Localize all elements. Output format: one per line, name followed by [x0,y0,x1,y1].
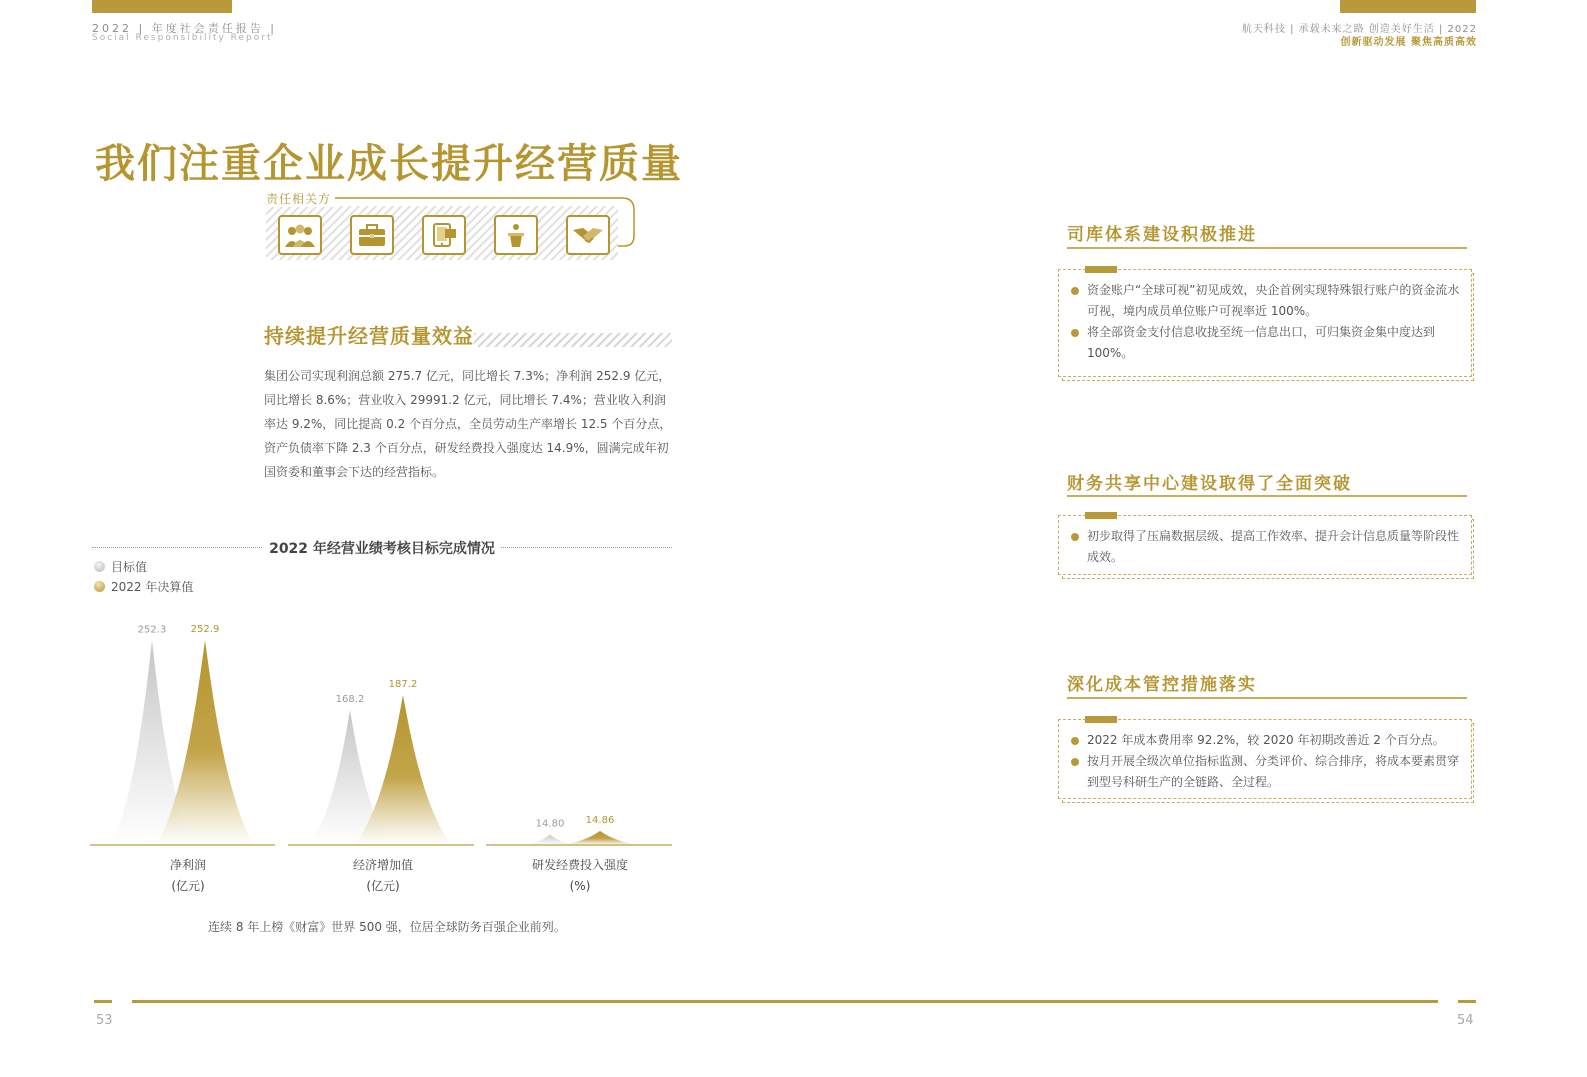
right-box-2 [1058,515,1472,575]
target-value-label: 252.3 [137,624,167,636]
right-box-1 [1058,269,1472,377]
actual-peak [355,695,451,845]
category-name: 经济增加值 [352,858,413,872]
category-name: 净利润 [169,858,206,872]
category-label-eva [289,855,477,897]
category-unit: (亿元) [171,879,205,893]
briefcase-icon [350,215,394,255]
right-box-tab [1085,716,1117,723]
stakeholder-label: 责任相关方 [266,190,335,207]
right-section-underline-1 [1067,247,1467,249]
legend-actual [94,578,193,595]
footer-rule-left-tick [94,1000,112,1003]
tablet-icon [422,215,466,255]
header-bar-right [1340,0,1476,13]
category-unit: (亿元) [366,879,400,893]
actual-peak [562,831,638,845]
legend-target [94,558,147,575]
right-section-title-3: 深化成本管控措施落实 [1067,675,1257,695]
right-section-title-2: 财务共享中心建设取得了全面突破 [1067,474,1352,494]
right-section-underline-2 [1067,495,1467,497]
actual-value-label: 187.2 [388,679,418,690]
handshake-icon [566,215,610,255]
section-title: 持续提升经营质量效益 [264,324,474,348]
list-item: 初步取得了压扁数据层级、提高工作效率、提升会计信息质量等阶段性成效。 [1069,526,1469,568]
podium-icon [494,215,538,255]
right-section-underline-3 [1067,697,1467,699]
legend-target-label: 目标值 [111,560,148,574]
header-bar-left [92,0,232,13]
actual-value-label: 252.9 [190,624,220,635]
list-item: 按月开展全级次单位指标监测、分类评价、综合排序，将成本要素贯穿到型号科研生产的全链路、全过程。 [1069,751,1469,793]
right-box-3 [1058,719,1472,799]
list-item: 2022 年成本费用率 92.2%，较 2020 年初期改善近 2 个百分点。 [1069,730,1469,751]
footer-rule [132,1000,1438,1003]
page-title: 我们注重企业成长提升经营质量 [95,141,683,187]
right-box-tab [1085,512,1117,519]
company-slogan: 航天科技 | 承载未来之路 创造美好生活 | 2022 [1241,24,1477,35]
target-value-label: 168.2 [335,694,365,706]
right-box-tab [1085,266,1117,273]
page-number-left: 53 [96,1013,113,1028]
report-subtitle: Social Responsibility Report [92,33,273,43]
legend-target-swatch [94,561,105,572]
category-unit: (%) [569,879,591,893]
chart-title [92,538,672,558]
chart-footnote: 连续 8 年上榜《财富》世界 500 强，位居全球防务百强企业前列。 [208,920,566,934]
people-icon [278,215,322,255]
performance-chart [0,600,700,860]
category-name: 研发经费投入强度 [531,858,628,872]
section-body: 集团公司实现利润总额 275.7 亿元，同比增长 7.3%；净利润 252.9 亿元，同比增长 8.6%；营业收入 29991.2 亿元，同比增长 7.4%；营业收入利润率达 9.2%，同比提高 0.2 个百分点，全员劳动生产率增长 12.5 个百分点，资产负债率下降 2.3 个百分点，研发经费投入强度达 14.9%，圆满完成年初国资委和董事会下达的经营指标。 [264,369,672,479]
chart-title-text: 2022 年经营业绩考核目标完成情况 [263,541,501,557]
actual-value-label: 14.86 [585,815,615,826]
target-value-label: 14.80 [535,818,565,830]
list-item: 将全部资金支付信息收拢至统一信息出口，可归集资金集中度达到 100%。 [1069,322,1469,364]
list-item: 资金账户“全球可视”初见成效，央企首例实现特殊银行账户的资金流水可视，境内成员单位账户可视率近 100%。 [1069,280,1469,322]
legend-actual-label: 2022 年决算值 [111,580,194,594]
footer-rule-right-tick [1458,1000,1476,1003]
section-hatch-decoration [474,333,672,347]
category-label-rd-intensity [486,855,674,897]
chapter-title: 创新驱动发展 聚焦高质高效 [1340,37,1477,48]
actual-peak [157,640,253,845]
page-number-right: 54 [1457,1013,1474,1028]
category-label-net-profit [94,855,282,897]
target-peak [526,835,574,845]
right-section-title-1: 司库体系建设积极推进 [1067,225,1257,245]
report-title: 2022 | 年度社会责任报告 | [92,22,277,35]
stakeholder-icons [278,215,610,255]
legend-actual-swatch [94,581,105,592]
